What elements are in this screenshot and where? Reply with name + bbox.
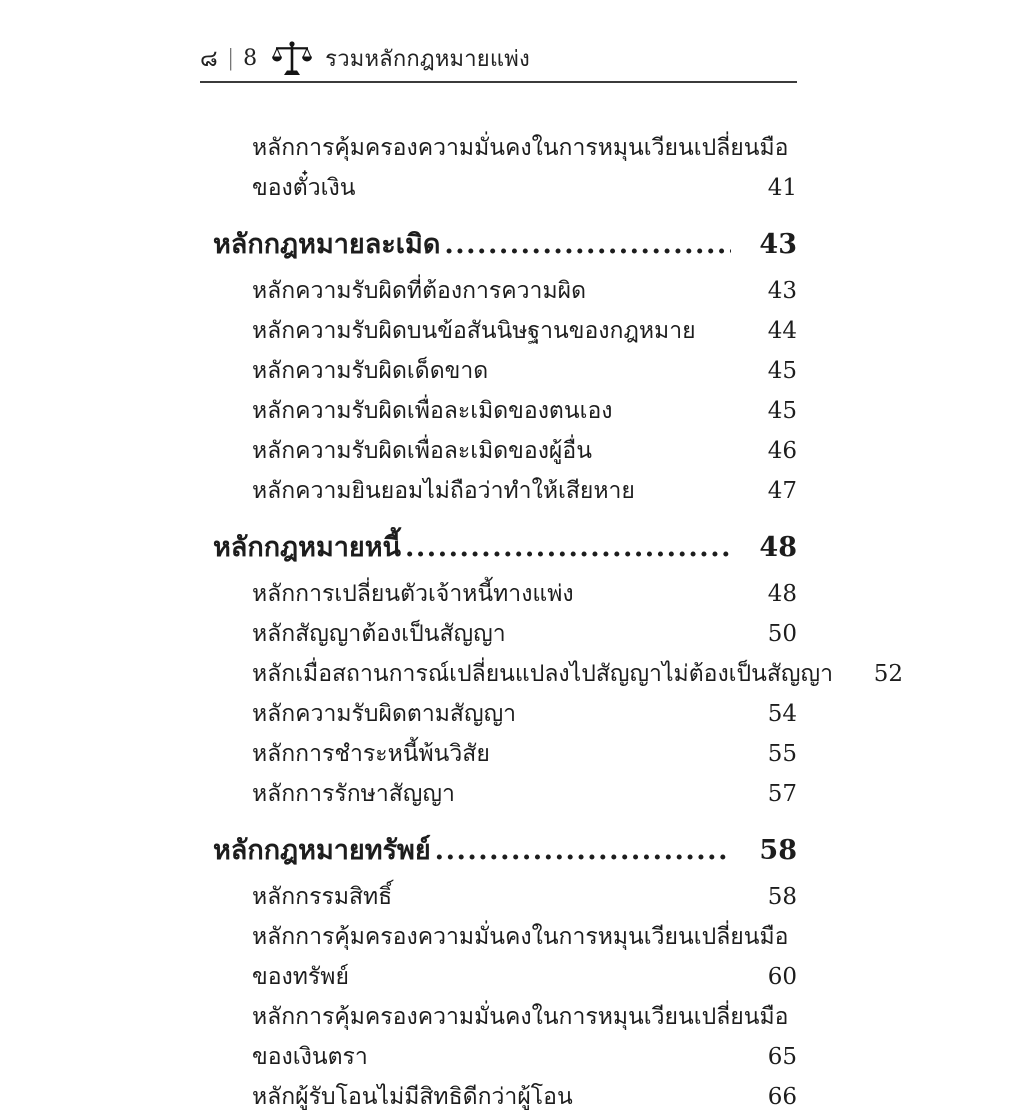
- toc-entry-page-number: 60: [767, 964, 797, 990]
- toc-row: [200, 736, 797, 766]
- toc-row: [200, 616, 797, 646]
- toc-entry-title: หลักการรักษาสัญญา: [252, 781, 455, 807]
- toc-entry-page-number: 43: [767, 278, 797, 304]
- toc-row: [200, 959, 797, 989]
- toc-entry-title: หลักกฎหมายละเมิด: [213, 229, 441, 260]
- toc-row: [200, 656, 904, 687]
- toc-row: [200, 576, 797, 606]
- toc-entry-title: หลักการเปลี่ยนตัวเจ้าหนี้ทางแพ่ง: [252, 581, 574, 607]
- toc-row: [200, 919, 797, 949]
- toc-entry-page-number: 48: [767, 581, 797, 607]
- toc-row: [200, 353, 797, 383]
- toc-row: [200, 170, 797, 200]
- toc-row: [200, 527, 797, 562]
- scales-of-justice-icon: [271, 40, 313, 78]
- toc-entry-page-number: 50: [767, 621, 797, 647]
- table-of-contents: [200, 130, 904, 1119]
- toc-entry-page-number: 43: [759, 229, 797, 260]
- toc-row: [200, 393, 797, 423]
- toc-entry-title: หลักการคุ้มครองความมั่นคงในการหมุนเวียนเปลี่ยนมือ: [252, 924, 789, 950]
- toc-row: [200, 313, 797, 343]
- toc-entry-page-number: 65: [767, 1044, 797, 1070]
- toc-row: [200, 879, 797, 909]
- toc-entry-title: ของเงินตรา: [252, 1044, 368, 1070]
- toc-entry-page-number: 58: [759, 835, 797, 866]
- running-title: รวมหลักกฎหมายแพ่ง: [325, 47, 530, 72]
- toc-entry-title: หลักกรรมสิทธิ์: [252, 884, 393, 910]
- toc-entry-title: หลักกฎหมายทรัพย์: [213, 835, 431, 866]
- toc-row: [200, 273, 797, 303]
- toc-entry-page-number: 46: [767, 438, 797, 464]
- dot-leader: [444, 231, 731, 259]
- toc-entry-title: หลักความยินยอมไม่ถือว่าทำให้เสียหาย: [252, 478, 635, 504]
- toc-row: [200, 433, 797, 463]
- toc-entry-page-number: 52: [873, 661, 904, 687]
- toc-row: [200, 696, 797, 726]
- toc-entry-title: หลักสัญญาต้องเป็นสัญญา: [252, 621, 506, 647]
- toc-entry-title: ของตั๋วเงิน: [252, 175, 356, 201]
- toc-entry-page-number: 58: [767, 884, 797, 910]
- dot-leader: [435, 837, 731, 865]
- toc-entry-page-number: 54: [767, 701, 797, 727]
- toc-entry-title: หลักเมื่อสถานการณ์เปลี่ยนแปลงไปสัญญาไม่ต้องเป็นสัญญา: [252, 661, 834, 687]
- toc-entry-title: หลักความรับผิดบนข้อสันนิษฐานของกฎหมาย: [252, 318, 696, 344]
- toc-entry-title: หลักการคุ้มครองความมั่นคงในการหมุนเวียนเปลี่ยนมือ: [252, 1004, 789, 1030]
- toc-entry-page-number: 44: [767, 318, 797, 344]
- page-header: [200, 36, 797, 83]
- dot-leader: [405, 534, 731, 562]
- toc-entry-title: หลักการคุ้มครองความมั่นคงในการหมุนเวียนเปลี่ยนมือ: [252, 135, 789, 161]
- toc-entry-title: หลักการชำระหนี้พ้นวิสัย: [252, 741, 490, 767]
- toc-row: [200, 1039, 797, 1069]
- toc-entry-title: ของทรัพย์: [252, 964, 349, 990]
- toc-entry-title: หลักความรับผิดที่ต้องการความผิด: [252, 278, 587, 304]
- toc-entry-page-number: 47: [767, 478, 797, 504]
- folio-separator: |: [228, 46, 233, 71]
- toc-row: [200, 473, 797, 503]
- toc-entry-page-number: 48: [759, 532, 797, 563]
- toc-entry-title: หลักผู้รับโอนไม่มีสิทธิดีกว่าผู้โอน: [252, 1084, 573, 1110]
- folio-arabic-numeral: 8: [243, 46, 258, 71]
- toc-row: [200, 224, 797, 259]
- toc-entry-title: หลักความรับผิดเด็ดขาด: [252, 358, 489, 384]
- toc-entry-page-number: 45: [767, 358, 797, 384]
- toc-entry-page-number: 57: [767, 781, 797, 807]
- toc-entry-page-number: 66: [767, 1084, 797, 1110]
- toc-entry-page-number: 41: [767, 175, 797, 201]
- folio-thai-numeral: ๘: [200, 45, 218, 72]
- toc-entry-page-number: 55: [767, 741, 797, 767]
- toc-entry-title: หลักกฎหมายหนี้: [213, 532, 401, 563]
- toc-entry-title: หลักความรับผิดเพื่อละเมิดของผู้อื่น: [252, 438, 592, 464]
- toc-entry-title: หลักความรับผิดตามสัญญา: [252, 701, 517, 727]
- toc-row: [200, 130, 797, 160]
- toc-row: [200, 999, 797, 1029]
- toc-entry-title: หลักความรับผิดเพื่อละเมิดของตนเอง: [252, 398, 613, 424]
- toc-entry-page-number: 45: [767, 398, 797, 424]
- toc-row: [200, 830, 797, 865]
- toc-row: [200, 1079, 797, 1109]
- toc-row: [200, 776, 797, 806]
